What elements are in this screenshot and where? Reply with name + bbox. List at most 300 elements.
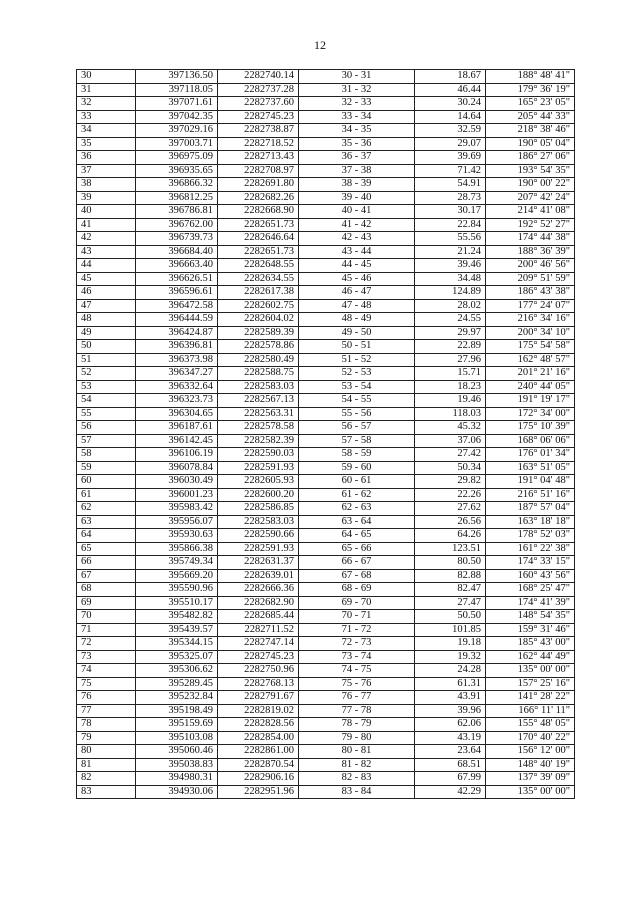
segment-cell: 31 - 32 — [299, 83, 415, 97]
table-row — [77, 664, 575, 678]
length-cell: 123.51 — [415, 542, 486, 556]
table-row — [77, 556, 575, 570]
table-row — [77, 637, 575, 651]
segment-cell: 54 - 55 — [299, 394, 415, 408]
angle-cell: 175° 10' 39" — [486, 421, 575, 435]
point-number-cell: 79 — [77, 731, 136, 745]
y-coordinate-cell: 2282668.90 — [218, 205, 299, 219]
y-coordinate-cell: 2282738.87 — [218, 124, 299, 138]
angle-cell: 162° 48' 57" — [486, 353, 575, 367]
length-cell: 27.47 — [415, 596, 486, 610]
y-coordinate-cell: 2282737.28 — [218, 83, 299, 97]
y-coordinate-cell: 2282583.03 — [218, 515, 299, 529]
length-cell: 80.50 — [415, 556, 486, 570]
x-coordinate-cell: 395060.46 — [136, 745, 218, 759]
segment-cell: 71 - 72 — [299, 623, 415, 637]
point-number-cell: 62 — [77, 502, 136, 516]
y-coordinate-cell: 2282745.23 — [218, 650, 299, 664]
table-row — [77, 83, 575, 97]
x-coordinate-cell: 397071.61 — [136, 97, 218, 111]
x-coordinate-cell: 395590.96 — [136, 583, 218, 597]
segment-cell: 78 - 79 — [299, 718, 415, 732]
x-coordinate-cell: 396424.87 — [136, 326, 218, 340]
segment-cell: 81 - 82 — [299, 758, 415, 772]
y-coordinate-cell: 2282854.00 — [218, 731, 299, 745]
length-cell: 67.99 — [415, 772, 486, 786]
angle-cell: 187° 57' 04" — [486, 502, 575, 516]
segment-cell: 67 - 68 — [299, 569, 415, 583]
x-coordinate-cell: 396739.73 — [136, 232, 218, 246]
y-coordinate-cell: 2282745.23 — [218, 110, 299, 124]
length-cell: 50.34 — [415, 461, 486, 475]
segment-cell: 42 - 43 — [299, 232, 415, 246]
point-number-cell: 45 — [77, 272, 136, 286]
x-coordinate-cell: 395289.45 — [136, 677, 218, 691]
table-row — [77, 394, 575, 408]
length-cell: 64.26 — [415, 529, 486, 543]
x-coordinate-cell: 395866.38 — [136, 542, 218, 556]
point-number-cell: 39 — [77, 191, 136, 205]
table-row — [77, 434, 575, 448]
point-number-cell: 65 — [77, 542, 136, 556]
x-coordinate-cell: 395956.07 — [136, 515, 218, 529]
table-row — [77, 218, 575, 232]
x-coordinate-cell: 397136.50 — [136, 70, 218, 84]
x-coordinate-cell: 396684.40 — [136, 245, 218, 259]
angle-cell: 137° 39' 09" — [486, 772, 575, 786]
length-cell: 32.59 — [415, 124, 486, 138]
segment-cell: 48 - 49 — [299, 313, 415, 327]
table-row — [77, 353, 575, 367]
x-coordinate-cell: 396187.61 — [136, 421, 218, 435]
x-coordinate-cell: 396786.81 — [136, 205, 218, 219]
angle-cell: 174° 41' 39" — [486, 596, 575, 610]
y-coordinate-cell: 2282737.60 — [218, 97, 299, 111]
angle-cell: 186° 43' 38" — [486, 286, 575, 300]
x-coordinate-cell: 396304.65 — [136, 407, 218, 421]
x-coordinate-cell: 395439.57 — [136, 623, 218, 637]
segment-cell: 32 - 33 — [299, 97, 415, 111]
table-row — [77, 272, 575, 286]
table-row — [77, 569, 575, 583]
x-coordinate-cell: 396106.19 — [136, 448, 218, 462]
table-row — [77, 475, 575, 489]
table-row — [77, 691, 575, 705]
y-coordinate-cell: 2282567.13 — [218, 394, 299, 408]
table-row — [77, 610, 575, 624]
angle-cell: 156° 12' 00" — [486, 745, 575, 759]
table-row — [77, 515, 575, 529]
length-cell: 71.42 — [415, 164, 486, 178]
length-cell: 39.69 — [415, 151, 486, 165]
angle-cell: 207° 42' 24" — [486, 191, 575, 205]
angle-cell: 157° 25' 16" — [486, 677, 575, 691]
point-number-cell: 47 — [77, 299, 136, 313]
angle-cell: 216° 51' 16" — [486, 488, 575, 502]
x-coordinate-cell: 395669.20 — [136, 569, 218, 583]
y-coordinate-cell: 2282713.43 — [218, 151, 299, 165]
segment-cell: 43 - 44 — [299, 245, 415, 259]
point-number-cell: 69 — [77, 596, 136, 610]
point-number-cell: 38 — [77, 178, 136, 192]
point-number-cell: 53 — [77, 380, 136, 394]
angle-cell: 165° 23' 05" — [486, 97, 575, 111]
point-number-cell: 59 — [77, 461, 136, 475]
segment-cell: 51 - 52 — [299, 353, 415, 367]
segment-cell: 70 - 71 — [299, 610, 415, 624]
table-row — [77, 205, 575, 219]
y-coordinate-cell: 2282578.86 — [218, 340, 299, 354]
point-number-cell: 57 — [77, 434, 136, 448]
y-coordinate-cell: 2282791.67 — [218, 691, 299, 705]
length-cell: 27.96 — [415, 353, 486, 367]
x-coordinate-cell: 394980.31 — [136, 772, 218, 786]
point-number-cell: 50 — [77, 340, 136, 354]
length-cell: 29.82 — [415, 475, 486, 489]
point-number-cell: 40 — [77, 205, 136, 219]
table-row — [77, 326, 575, 340]
table-row — [77, 785, 575, 799]
length-cell: 43.19 — [415, 731, 486, 745]
angle-cell: 191° 04' 48" — [486, 475, 575, 489]
length-cell: 15.71 — [415, 367, 486, 381]
segment-cell: 36 - 37 — [299, 151, 415, 165]
x-coordinate-cell: 396812.25 — [136, 191, 218, 205]
length-cell: 50.50 — [415, 610, 486, 624]
angle-cell: 148° 54' 35" — [486, 610, 575, 624]
angle-cell: 205° 44' 33" — [486, 110, 575, 124]
length-cell: 37.06 — [415, 434, 486, 448]
segment-cell: 53 - 54 — [299, 380, 415, 394]
segment-cell: 45 - 46 — [299, 272, 415, 286]
segment-cell: 83 - 84 — [299, 785, 415, 799]
segment-cell: 62 - 63 — [299, 502, 415, 516]
segment-cell: 68 - 69 — [299, 583, 415, 597]
y-coordinate-cell: 2282591.93 — [218, 461, 299, 475]
x-coordinate-cell: 396935.65 — [136, 164, 218, 178]
x-coordinate-cell: 395983.42 — [136, 502, 218, 516]
y-coordinate-cell: 2282646.64 — [218, 232, 299, 246]
table-row — [77, 448, 575, 462]
angle-cell: 186° 27' 06" — [486, 151, 575, 165]
length-cell: 19.18 — [415, 637, 486, 651]
angle-cell: 240° 44' 05" — [486, 380, 575, 394]
y-coordinate-cell: 2282605.93 — [218, 475, 299, 489]
segment-cell: 58 - 59 — [299, 448, 415, 462]
segment-cell: 61 - 62 — [299, 488, 415, 502]
y-coordinate-cell: 2282651.73 — [218, 245, 299, 259]
table-body — [77, 70, 575, 799]
y-coordinate-cell: 2282590.03 — [218, 448, 299, 462]
y-coordinate-cell: 2282747.14 — [218, 637, 299, 651]
x-coordinate-cell: 396626.51 — [136, 272, 218, 286]
point-number-cell: 46 — [77, 286, 136, 300]
point-number-cell: 33 — [77, 110, 136, 124]
length-cell: 18.67 — [415, 70, 486, 84]
x-coordinate-cell: 396332.64 — [136, 380, 218, 394]
angle-cell: 177° 24' 07" — [486, 299, 575, 313]
point-number-cell: 52 — [77, 367, 136, 381]
table-row — [77, 623, 575, 637]
length-cell: 68.51 — [415, 758, 486, 772]
angle-cell: 163° 18' 18" — [486, 515, 575, 529]
length-cell: 62.06 — [415, 718, 486, 732]
length-cell: 101.85 — [415, 623, 486, 637]
y-coordinate-cell: 2282708.97 — [218, 164, 299, 178]
table-row — [77, 286, 575, 300]
x-coordinate-cell: 395306.62 — [136, 664, 218, 678]
table-row — [77, 313, 575, 327]
y-coordinate-cell: 2282828.56 — [218, 718, 299, 732]
x-coordinate-cell: 397118.05 — [136, 83, 218, 97]
segment-cell: 49 - 50 — [299, 326, 415, 340]
y-coordinate-cell: 2282711.52 — [218, 623, 299, 637]
y-coordinate-cell: 2282634.55 — [218, 272, 299, 286]
table-row — [77, 124, 575, 138]
angle-cell: 170° 40' 22" — [486, 731, 575, 745]
y-coordinate-cell: 2282666.36 — [218, 583, 299, 597]
length-cell: 82.88 — [415, 569, 486, 583]
angle-cell: 141° 28' 22" — [486, 691, 575, 705]
point-number-cell: 35 — [77, 137, 136, 151]
table-row — [77, 650, 575, 664]
segment-cell: 79 - 80 — [299, 731, 415, 745]
y-coordinate-cell: 2282768.13 — [218, 677, 299, 691]
y-coordinate-cell: 2282590.66 — [218, 529, 299, 543]
segment-cell: 66 - 67 — [299, 556, 415, 570]
segment-cell: 69 - 70 — [299, 596, 415, 610]
x-coordinate-cell: 397042.35 — [136, 110, 218, 124]
point-number-cell: 82 — [77, 772, 136, 786]
point-number-cell: 77 — [77, 704, 136, 718]
y-coordinate-cell: 2282578.58 — [218, 421, 299, 435]
length-cell: 39.46 — [415, 259, 486, 273]
segment-cell: 72 - 73 — [299, 637, 415, 651]
length-cell: 19.32 — [415, 650, 486, 664]
x-coordinate-cell: 396866.32 — [136, 178, 218, 192]
y-coordinate-cell: 2282582.39 — [218, 434, 299, 448]
segment-cell: 82 - 83 — [299, 772, 415, 786]
point-number-cell: 74 — [77, 664, 136, 678]
segment-cell: 38 - 39 — [299, 178, 415, 192]
segment-cell: 35 - 36 — [299, 137, 415, 151]
segment-cell: 39 - 40 — [299, 191, 415, 205]
point-number-cell: 37 — [77, 164, 136, 178]
table-row — [77, 542, 575, 556]
point-number-cell: 42 — [77, 232, 136, 246]
table-row — [77, 407, 575, 421]
angle-cell: 174° 33' 15" — [486, 556, 575, 570]
length-cell: 45.32 — [415, 421, 486, 435]
x-coordinate-cell: 397029.16 — [136, 124, 218, 138]
segment-cell: 46 - 47 — [299, 286, 415, 300]
segment-cell: 63 - 64 — [299, 515, 415, 529]
point-number-cell: 61 — [77, 488, 136, 502]
point-number-cell: 63 — [77, 515, 136, 529]
length-cell: 54.91 — [415, 178, 486, 192]
segment-cell: 34 - 35 — [299, 124, 415, 138]
segment-cell: 40 - 41 — [299, 205, 415, 219]
length-cell: 27.42 — [415, 448, 486, 462]
length-cell: 21.24 — [415, 245, 486, 259]
y-coordinate-cell: 2282580.49 — [218, 353, 299, 367]
segment-cell: 75 - 76 — [299, 677, 415, 691]
table-row — [77, 380, 575, 394]
angle-cell: 193° 54' 35" — [486, 164, 575, 178]
angle-cell: 159° 31' 46" — [486, 623, 575, 637]
table-row — [77, 596, 575, 610]
angle-cell: 209° 51' 59" — [486, 272, 575, 286]
point-number-cell: 67 — [77, 569, 136, 583]
segment-cell: 76 - 77 — [299, 691, 415, 705]
y-coordinate-cell: 2282906.16 — [218, 772, 299, 786]
point-number-cell: 75 — [77, 677, 136, 691]
x-coordinate-cell: 396347.27 — [136, 367, 218, 381]
angle-cell: 200° 46' 56" — [486, 259, 575, 273]
segment-cell: 77 - 78 — [299, 704, 415, 718]
y-coordinate-cell: 2282682.26 — [218, 191, 299, 205]
angle-cell: 201° 21' 16" — [486, 367, 575, 381]
angle-cell: 218° 38' 46" — [486, 124, 575, 138]
angle-cell: 172° 34' 00" — [486, 407, 575, 421]
y-coordinate-cell: 2282718.52 — [218, 137, 299, 151]
table-row — [77, 151, 575, 165]
segment-cell: 44 - 45 — [299, 259, 415, 273]
angle-cell: 135° 00' 00" — [486, 664, 575, 678]
table-row — [77, 245, 575, 259]
length-cell: 55.56 — [415, 232, 486, 246]
angle-cell: 174° 44' 38" — [486, 232, 575, 246]
x-coordinate-cell: 395344.15 — [136, 637, 218, 651]
segment-cell: 65 - 66 — [299, 542, 415, 556]
angle-cell: 200° 34' 10" — [486, 326, 575, 340]
angle-cell: 148° 40' 19" — [486, 758, 575, 772]
segment-cell: 55 - 56 — [299, 407, 415, 421]
length-cell: 30.24 — [415, 97, 486, 111]
point-number-cell: 34 — [77, 124, 136, 138]
point-number-cell: 31 — [77, 83, 136, 97]
table-row — [77, 718, 575, 732]
length-cell: 29.97 — [415, 326, 486, 340]
table-row — [77, 97, 575, 111]
coordinates-table — [76, 69, 575, 799]
x-coordinate-cell: 396373.98 — [136, 353, 218, 367]
angle-cell: 175° 54' 58" — [486, 340, 575, 354]
table-row — [77, 745, 575, 759]
length-cell: 22.89 — [415, 340, 486, 354]
y-coordinate-cell: 2282819.02 — [218, 704, 299, 718]
table-row — [77, 502, 575, 516]
segment-cell: 30 - 31 — [299, 70, 415, 84]
length-cell: 26.56 — [415, 515, 486, 529]
length-cell: 19.46 — [415, 394, 486, 408]
length-cell: 124.89 — [415, 286, 486, 300]
x-coordinate-cell: 395232.84 — [136, 691, 218, 705]
point-number-cell: 78 — [77, 718, 136, 732]
point-number-cell: 55 — [77, 407, 136, 421]
table-row — [77, 340, 575, 354]
point-number-cell: 54 — [77, 394, 136, 408]
point-number-cell: 56 — [77, 421, 136, 435]
segment-cell: 33 - 34 — [299, 110, 415, 124]
length-cell: 42.29 — [415, 785, 486, 799]
table-row — [77, 758, 575, 772]
segment-cell: 41 - 42 — [299, 218, 415, 232]
y-coordinate-cell: 2282648.55 — [218, 259, 299, 273]
point-number-cell: 72 — [77, 637, 136, 651]
x-coordinate-cell: 396396.81 — [136, 340, 218, 354]
length-cell: 34.48 — [415, 272, 486, 286]
y-coordinate-cell: 2282600.20 — [218, 488, 299, 502]
x-coordinate-cell: 396030.49 — [136, 475, 218, 489]
x-coordinate-cell: 395482.82 — [136, 610, 218, 624]
point-number-cell: 41 — [77, 218, 136, 232]
angle-cell: 155° 48' 05" — [486, 718, 575, 732]
segment-cell: 57 - 58 — [299, 434, 415, 448]
y-coordinate-cell: 2282563.31 — [218, 407, 299, 421]
y-coordinate-cell: 2282588.75 — [218, 367, 299, 381]
angle-cell: 160° 43' 56" — [486, 569, 575, 583]
y-coordinate-cell: 2282685.44 — [218, 610, 299, 624]
y-coordinate-cell: 2282870.54 — [218, 758, 299, 772]
point-number-cell: 49 — [77, 326, 136, 340]
table-row — [77, 704, 575, 718]
length-cell: 18.23 — [415, 380, 486, 394]
x-coordinate-cell: 396472.58 — [136, 299, 218, 313]
point-number-cell: 30 — [77, 70, 136, 84]
point-number-cell: 36 — [77, 151, 136, 165]
length-cell: 61.31 — [415, 677, 486, 691]
segment-cell: 56 - 57 — [299, 421, 415, 435]
y-coordinate-cell: 2282602.75 — [218, 299, 299, 313]
segment-cell: 73 - 74 — [299, 650, 415, 664]
table-row — [77, 70, 575, 84]
segment-cell: 80 - 81 — [299, 745, 415, 759]
y-coordinate-cell: 2282586.85 — [218, 502, 299, 516]
point-number-cell: 76 — [77, 691, 136, 705]
table-row — [77, 110, 575, 124]
x-coordinate-cell: 395749.34 — [136, 556, 218, 570]
length-cell: 82.47 — [415, 583, 486, 597]
y-coordinate-cell: 2282639.01 — [218, 569, 299, 583]
point-number-cell: 44 — [77, 259, 136, 273]
length-cell: 14.64 — [415, 110, 486, 124]
segment-cell: 60 - 61 — [299, 475, 415, 489]
table-row — [77, 488, 575, 502]
segment-cell: 47 - 48 — [299, 299, 415, 313]
length-cell: 28.73 — [415, 191, 486, 205]
angle-cell: 179° 36' 19" — [486, 83, 575, 97]
point-number-cell: 73 — [77, 650, 136, 664]
page-number: 12 — [314, 38, 326, 52]
angle-cell: 168° 25' 47" — [486, 583, 575, 597]
segment-cell: 59 - 60 — [299, 461, 415, 475]
y-coordinate-cell: 2282651.73 — [218, 218, 299, 232]
segment-cell: 37 - 38 — [299, 164, 415, 178]
x-coordinate-cell: 397003.71 — [136, 137, 218, 151]
length-cell: 118.03 — [415, 407, 486, 421]
x-coordinate-cell: 395510.17 — [136, 596, 218, 610]
length-cell: 30.17 — [415, 205, 486, 219]
table-row — [77, 529, 575, 543]
y-coordinate-cell: 2282740.14 — [218, 70, 299, 84]
length-cell: 22.84 — [415, 218, 486, 232]
table-row — [77, 299, 575, 313]
point-number-cell: 71 — [77, 623, 136, 637]
point-number-cell: 66 — [77, 556, 136, 570]
x-coordinate-cell: 396975.09 — [136, 151, 218, 165]
table-row — [77, 232, 575, 246]
